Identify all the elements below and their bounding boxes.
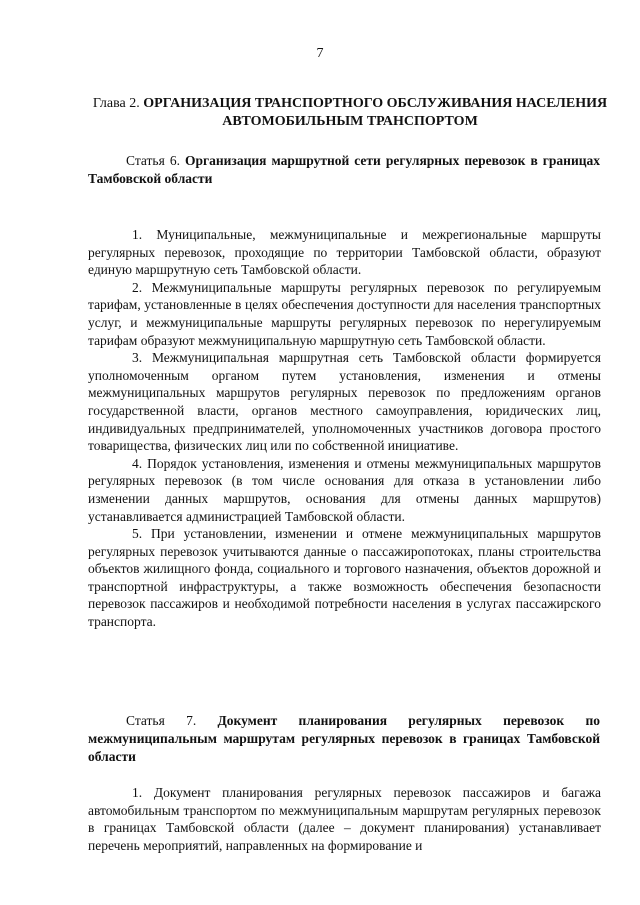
article-6-paragraph-2: 2. Межмуниципальные маршруты регулярных перевозок по регулируемым тарифам, установленные в целях обеспечения доступности для населения транспортных услуг, и межмуниципальные маршруты регулярных перевозок по нерегулируемым тарифам образуют межмуниципальную маршрутную сеть Тамбовской области. [88,279,601,348]
article-6-title: Организация маршрутной сети регулярных перевозок в границах Тамбовской области [88,153,601,186]
article-6-paragraph-4: 4. Порядок установления, изменения и отмены межмуниципальных маршрутов регулярных перевозок (в том числе основания для отказа в установлении либо изменении данных маршрутов, основания для отмены данных маршрутов) устанавливается администрацией Тамбовской области. [88,455,601,524]
article-6-label: Статья 6. [126,153,180,168]
article-7-label: Статья 7. [126,713,197,728]
page-number: 7 [316,46,324,61]
chapter-heading [80,95,620,131]
article-6-paragraph-1: 1. Муниципальные, межмуниципальные и межрегиональные маршруты регулярных перевозок, проходящие по территории Тамбовской области, образуют единую маршрутную сеть Тамбовской области. [88,227,601,278]
article-7-body [88,784,601,854]
article-6-paragraph-5: 5. При установлении, изменении и отмене межмуниципальных маршрутов регулярных перевозок учитываются данные о пассажиропотоках, планы строительства объектов жилищного фонда, социального и торгового назначения, объектов дорожной и транспортной инфраструктуры, а также возможность обеспечения безопасности перевозок пассажиров и необходимой потребности населения в услугах пассажирского транспорта. [88,526,601,630]
article-6-heading [88,152,600,188]
article-7-title: Документ планирования регулярных перевозок по межмуниципальным маршрутам регулярных перевозок в границах Тамбовской области [88,713,600,764]
article-6-body [88,226,601,631]
chapter-title: ОРГАНИЗАЦИЯ ТРАНСПОРТНОГО ОБСЛУЖИВАНИЯ НАСЕЛЕНИЯ АВТОМОБИЛЬНЫМ ТРАНСПОРТОМ [143,96,608,129]
article-7-paragraph-1: 1. Документ планирования регулярных перевозок пассажиров и багажа автомобильным транспортом по межмуниципальным маршрутам регулярных перевозок в границах Тамбовской области (далее – документ планирования) устанавливает перечень мероприятий, направленных на формирование и [88,785,601,853]
chapter-prefix: Глава 2. [92,96,140,111]
article-6-paragraph-3: 3. Межмуниципальная маршрутная сеть Тамбовской области формируется уполномоченным органом путем установления, изменения и отмены межмуниципальных маршрутов регулярных перевозок по предложениям органов государственной власти, органов местного самоуправления, юридических лиц, индивидуальных предпринимателей, уполномоченных участников договора простого товарищества, физических лиц или по собственной инициативе. [88,350,601,454]
article-7-heading [88,712,600,766]
